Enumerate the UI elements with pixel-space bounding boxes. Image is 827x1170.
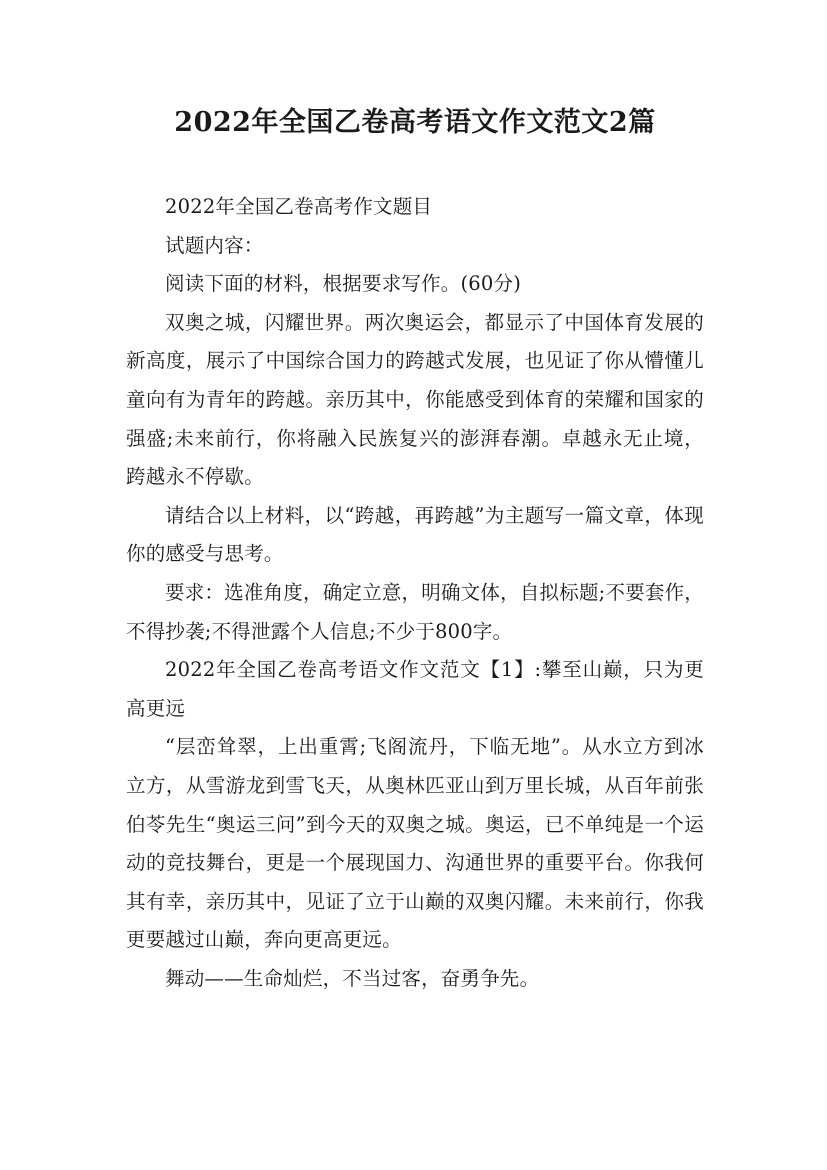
paragraph-task: 请结合以上材料，以“跨越，再跨越”为主题写一篇文章，体现你的感受与思考。 bbox=[126, 503, 704, 566]
document-title: 2022年全国乙卷高考语文作文范文2篇 bbox=[174, 107, 656, 138]
paragraph-instructions: 阅读下面的材料，根据要求写作。(60分) bbox=[165, 272, 522, 296]
paragraph-essay-1-section: 舞动——生命灿烂，不当过客，奋勇争先。 bbox=[165, 966, 540, 990]
paragraph-exam-content-label: 试题内容： bbox=[165, 233, 264, 257]
paragraph-exam-heading: 2022年全国乙卷高考作文题目 bbox=[165, 195, 433, 218]
paragraph-requirements: 要求：选准角度，确定立意，明确文体，自拟标题;不要套作，不得抄袭;不得泄露个人信息;不少于800字。 bbox=[126, 580, 704, 643]
document-body bbox=[126, 188, 704, 998]
paragraph-material: 双奥之城，闪耀世界。两次奥运会，都显示了中国体育发展的新高度，展示了中国综合国力的跨越式发展，也见证了你从懵懂儿童向有为青年的跨越。亲历其中，你能感受到体育的荣耀和国家的强盛;未来前行，你将融入民族复兴的澎湃春潮。卓越永无止境，跨越永不停歇。 bbox=[126, 310, 704, 489]
paragraph-essay-1-intro: “层峦耸翠，上出重霄;飞阁流丹，下临无地”。从水立方到冰立方，从雪游龙到雪飞天，从奥林匹亚山到万里长城，从百年前张伯苓先生“奥运三问”到今天的双奥之城。奥运，已不单纯是一个运动的竞技舞台，更是一个展现国力、沟通世界的重要平台。你我何其有幸，亲历其中，见证了立于山巅的双奥闪耀。未来前行，你我更要越过山巅，奔向更高更远。 bbox=[126, 735, 704, 952]
paragraph-essay-1-heading: 2022年全国乙卷高考语文作文范文【1】:攀至山巅，只为更高更远 bbox=[126, 658, 704, 720]
